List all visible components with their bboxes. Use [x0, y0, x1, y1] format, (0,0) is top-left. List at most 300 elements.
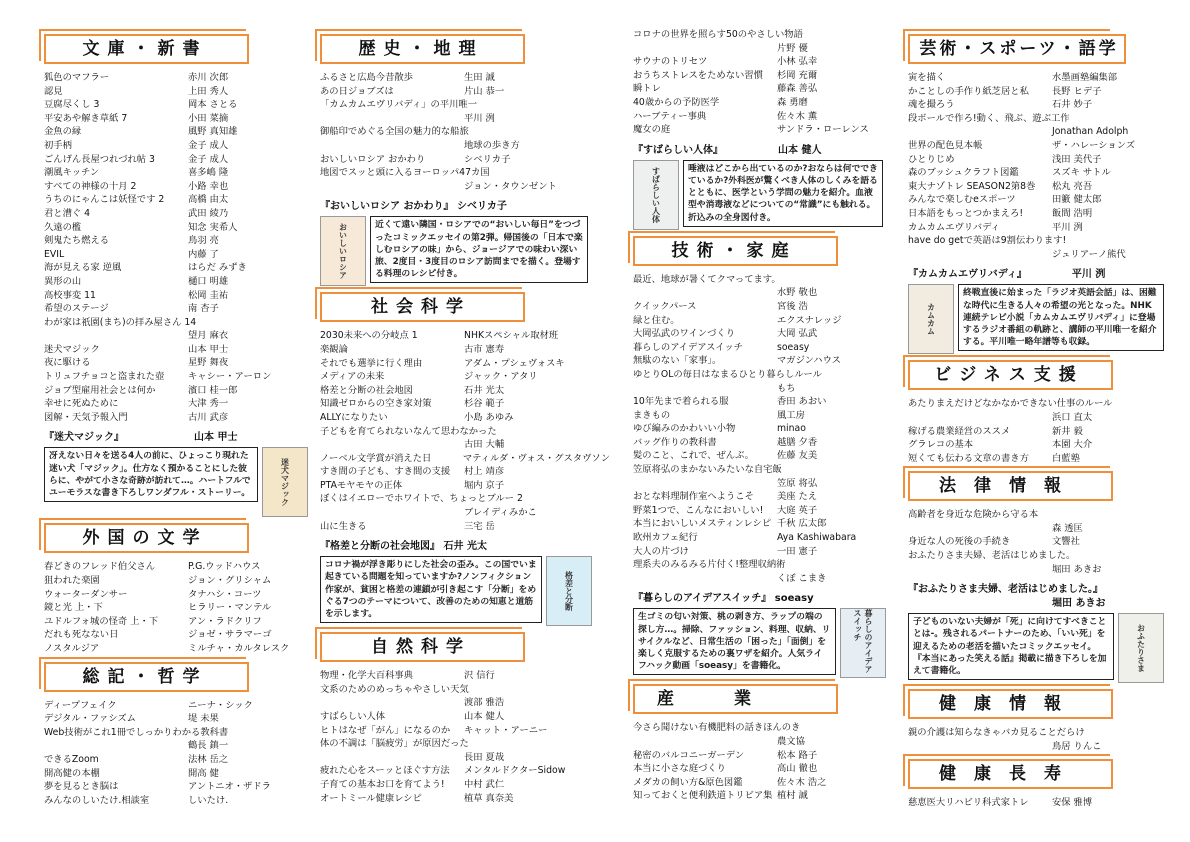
book-author: 樋口 明雄	[188, 275, 229, 287]
book-title: 10年先まで着られる服	[633, 396, 729, 408]
list-item[interactable]	[908, 207, 1170, 221]
list-item[interactable]	[44, 85, 309, 99]
list-item[interactable]	[320, 465, 610, 479]
book-author: 浅田 美代子	[1052, 153, 1102, 165]
book-title: 大岡弘武のワインづくり	[633, 328, 735, 340]
book-author: 杉谷 範子	[464, 398, 505, 410]
list-item[interactable]	[633, 69, 893, 83]
book-title: おとな料理制作室へようこそ	[633, 491, 754, 503]
author: くぼ こまき	[777, 572, 827, 584]
book-title: すばらしい人体	[320, 711, 386, 723]
featured-book[interactable]: 『おいしいロシア おかわり』 シベリカ子 おいしいロシア 近くて遠い隣国・ロシアでの“おいしい毎日”をつづったコミックエッセイの第2弾。帰国後の「日本で楽しむロシアの味」から、ジョージアでの味わい深い旅、2度目・3度目のロシア訪問までを描く。登場する料理のレシピ付き。	[320, 200, 610, 286]
list-item[interactable]: わが家は祇園(まち)の拝み屋さん 14	[44, 316, 197, 328]
list-item[interactable]	[633, 327, 893, 341]
book-cover: カムカム	[908, 284, 954, 354]
section-header-general: 総記・哲学	[44, 658, 309, 694]
book-title: 夜に駆ける	[44, 357, 91, 369]
book-title: おいしいロシア おかわり	[320, 153, 426, 165]
book-author: 堤 未果	[188, 713, 219, 725]
book-author: 三宅 岳	[464, 520, 495, 532]
list-item[interactable]	[44, 767, 309, 781]
author: ブレイディみかこ	[464, 507, 537, 519]
book-author: 植草 真奈美	[464, 792, 514, 804]
book-author: 藤森 善弘	[777, 83, 818, 95]
book-author: ジョゼ・サラマーゴ	[188, 629, 272, 641]
list-item[interactable]	[44, 234, 309, 248]
list-item[interactable]	[44, 166, 309, 180]
author: 笠原 将弘	[777, 477, 818, 489]
book-author: 濱口 桂一郎	[188, 384, 238, 396]
list-item[interactable]	[633, 762, 893, 776]
featured-book[interactable]: 『カムカムエヴリバディ』 平川 洌 カムカム 終戦直後に始まった「ラジオ英語会話」は、困難な時代に生きる人々の希望の光となった。NHK連続テレビ小説「カムカムエヴリバディ」に登場するラジオ番組の軌跡と、講師の平川唯一を紹介する。平川唯一略年譜等も収録。	[908, 268, 1170, 354]
section-header-foreign: 外国の文学	[44, 519, 309, 555]
book-title: 潮風キッチン	[44, 167, 100, 179]
list-item[interactable]	[320, 452, 610, 466]
list-item[interactable]	[633, 490, 893, 504]
book-author: 上田 秀人	[188, 85, 229, 97]
book-title: メディアの未来	[320, 371, 385, 383]
book-author: 中村 武仁	[464, 779, 505, 790]
list-item[interactable]	[44, 560, 309, 574]
book-author: 知念 実希人	[188, 221, 238, 233]
book-list	[320, 764, 610, 805]
list-item[interactable]	[908, 193, 1170, 207]
book-title: ハーブティー事典	[633, 110, 707, 122]
book-author: 白藍塾	[1052, 452, 1080, 464]
book-title: グラレコの基本	[908, 439, 974, 451]
list-item[interactable]	[44, 753, 309, 767]
list-item[interactable]	[908, 438, 1170, 452]
featured-book[interactable]: 『格差と分断の社会地図』 石井 光太 コロナ禍が浮き彫りにした社会の歪み。この国でいま起きている問題を知っていますか?ノンフィクション作家が、貧困と格差の連鎖が引き起こす「分断」をめぐる7つのテーマについて、改善のための知恵と道筋を示します。 格差と分断	[320, 540, 610, 626]
book-description: 子どものいない夫婦が「死」に向けてすべきこととは-。残されるパートナーのため、「いい死」を迎えるための老活を描いたコミックエッセイ。『本当にあった笑える話』掲載に描き下ろしを加えて書籍化。	[908, 613, 1114, 680]
book-title: ディープフェイク	[44, 699, 117, 711]
book-author: 古川 武彦	[188, 411, 229, 423]
book-author: キャット・アーニー	[464, 724, 548, 736]
list-item[interactable]	[633, 341, 893, 355]
list-item[interactable]	[44, 343, 309, 357]
list-item[interactable]	[320, 764, 610, 778]
list-item[interactable]: 体の不調は「脳疲労」が原因だった	[320, 738, 469, 750]
book-title: 魂を撮ろう	[908, 99, 955, 111]
column-1	[44, 28, 309, 807]
list-item[interactable]: 最近、地球が暑くてクマってます。	[633, 273, 781, 285]
list-item[interactable]	[633, 531, 893, 545]
list-item[interactable]	[44, 712, 309, 726]
section-header-law: 法律情報	[908, 467, 1170, 503]
book-title: サウナのトリセツ	[633, 56, 708, 68]
book-list	[633, 490, 893, 558]
list-item[interactable]	[908, 166, 1170, 180]
book-title: 寅を描く	[908, 72, 946, 83]
list-item[interactable]	[44, 699, 309, 713]
list-item[interactable]	[44, 261, 309, 275]
list-item[interactable]	[44, 794, 309, 808]
book-list	[320, 520, 610, 534]
book-title: だれも死なない日	[44, 629, 119, 641]
book-author: 長野 ヒデ子	[1052, 85, 1102, 97]
list-item[interactable]	[633, 300, 893, 314]
book-title: 夢を見るとき脳は	[44, 781, 119, 793]
list-item[interactable]	[908, 98, 1170, 112]
book-title: 2030未来への分岐点 1	[320, 330, 418, 342]
book-list	[633, 300, 893, 368]
list-item[interactable]	[320, 370, 610, 384]
list-item[interactable]	[44, 221, 309, 235]
list-item[interactable]	[320, 384, 610, 398]
section-header-social: 社会科学	[320, 288, 610, 324]
book-author: はらだ みずき	[188, 262, 247, 274]
book-author: 高橋 由太	[188, 194, 229, 206]
list-item[interactable]	[44, 356, 309, 370]
list-item[interactable]	[320, 329, 610, 343]
book-author: 小田 菜摘	[188, 112, 229, 124]
book-author: minao	[777, 423, 806, 435]
list-item[interactable]	[44, 289, 309, 303]
list-item[interactable]: 理系夫のみるみる片付く!整理収納術	[633, 559, 786, 571]
book-author: 杉岡 充爾	[777, 69, 818, 81]
list-item[interactable]: 文系のためのめっちゃやさしい天気	[320, 683, 469, 695]
list-item[interactable]	[908, 535, 1170, 549]
list-item[interactable]	[633, 123, 893, 137]
list-item[interactable]	[633, 409, 893, 423]
book-title: クイックパース	[633, 300, 697, 312]
book-title: 暮らしのアイデアスイッチ	[633, 341, 743, 353]
list-item[interactable]: コロナの世界を照らす50のやさしい物語	[633, 29, 803, 40]
list-item[interactable]: 今さら聞けない有機肥料の話きほんのき	[633, 722, 801, 734]
book-cover: おいしいロシア	[320, 216, 366, 286]
book-author: 開高 健	[188, 767, 219, 779]
book-title: 秘密のバルコニーガーデン	[633, 749, 745, 761]
book-author: 堀内 京子	[464, 479, 505, 491]
book-title: 格差と分断の社会地図	[320, 384, 413, 396]
list-item[interactable]	[44, 601, 309, 615]
list-item[interactable]	[633, 436, 893, 450]
list-item[interactable]	[44, 302, 309, 316]
book-author: 宮後 浩	[777, 300, 808, 312]
list-item[interactable]	[44, 98, 309, 112]
book-cover: すばらしい人体	[633, 160, 679, 230]
book-list	[908, 796, 1170, 810]
list-item[interactable]	[44, 275, 309, 289]
book-author: 大津 秀一	[188, 398, 229, 410]
book-title: みんなで楽しむeスポーツ	[908, 194, 1016, 206]
list-item[interactable]	[44, 112, 309, 126]
book-author: 水墨画塾編集部	[1052, 72, 1118, 83]
book-list	[908, 71, 1170, 112]
list-item[interactable]	[44, 248, 309, 262]
book-title: 疲れた心をスーッとほぐす方法	[320, 765, 450, 777]
book-description: 生ゴミの匂い対策、桃の剥き方、ラップの端の探し方…。掃除、ファッション、料理、収納、リサイクルなど、日常生活の「困った」「面倒」を楽しく克服するための裏ワザを紹介。人気ライフハック動画「soeasy」を書籍化。	[633, 608, 836, 675]
list-item[interactable]	[633, 395, 893, 409]
book-author: 佐々木 浩之	[777, 776, 827, 788]
book-author: 山本 甲士	[188, 343, 229, 355]
book-author: P.G.ウッドハウス	[188, 561, 261, 573]
list-item[interactable]	[44, 139, 309, 153]
list-item[interactable]	[320, 479, 610, 493]
list-item[interactable]: have do getで英語は9割伝わります!	[908, 235, 1067, 247]
author: 渡部 雅浩	[464, 697, 505, 709]
book-title: うちのにゃんこは妖怪です 2	[44, 194, 165, 206]
book-author: 美座 たえ	[777, 491, 818, 503]
book-title: 豆腐尽くし 3	[44, 99, 100, 111]
book-title: 鏡と光 上・下	[44, 602, 103, 614]
list-item[interactable]	[633, 449, 893, 463]
book-author: ヒラリー・マンテル	[188, 602, 272, 614]
featured-book[interactable]: 『迷犬マジック』 山本 甲士 冴えない日々を送る4人の前に、ひょっこり現れた迷い犬「マジック」。仕方なく預かることにした彼らに、やがて小さな奇跡が訪れて…。ハートフルでユーモラスな書き下ろしワンダフル・ストーリー。 迷犬マジック	[44, 431, 309, 517]
book-author: Aya Kashiwabara	[777, 532, 857, 544]
list-item[interactable]	[44, 615, 309, 629]
list-item[interactable]: 高齢者を身近な危険から守る本	[908, 509, 1039, 521]
book-title: デジタル・ファシズム	[44, 713, 136, 725]
list-item[interactable]	[44, 628, 309, 642]
book-list	[633, 55, 893, 137]
book-list	[320, 710, 610, 737]
list-item[interactable]	[320, 343, 610, 357]
book-title: 瞬トレ	[633, 83, 661, 95]
list-item[interactable]	[320, 520, 610, 534]
section-header-health-longevity: 健康長寿	[908, 755, 1170, 791]
book-title: 異形の山	[44, 275, 82, 287]
book-title: 髪のこと、これで、ぜんぶ。	[633, 450, 754, 462]
list-item[interactable]	[44, 574, 309, 588]
book-title: 開高健の本棚	[44, 767, 100, 779]
list-item[interactable]	[320, 397, 610, 411]
list-item[interactable]	[44, 397, 309, 411]
list-item[interactable]: 「カムカムエヴリバディ」の平川唯一	[320, 99, 478, 111]
author: 浜口 直太	[1052, 411, 1093, 423]
featured-book[interactable]: 『すばらしい人体』 山本 健人 すばらしい人体 唾液はどこから出ているのか?おならは何でできているか?外科医が驚くべき人体のしくみを語るとともに、医学という学問の魅力を紹介。血液型や消毒液などについての“常識”にも触れる。折込みの全身図付き。	[633, 144, 893, 230]
list-item[interactable]: 親の介護は知らなきゃバカ見ることだらけ	[908, 727, 1085, 739]
list-item[interactable]	[908, 71, 1170, 85]
list-item[interactable]: Web技術がこれ1冊でしっかりわかる教科書	[44, 726, 229, 738]
book-title: ノーベル文学賞が消えた日	[320, 452, 432, 464]
author: もち	[777, 382, 796, 394]
list-item[interactable]	[320, 85, 610, 99]
list-item[interactable]	[633, 422, 893, 436]
book-title: ゆび編みのかわいい小物	[633, 423, 736, 435]
list-item[interactable]	[908, 425, 1170, 439]
list-item[interactable]	[44, 411, 309, 425]
book-title: 春どきのフレッド伯父さん	[44, 561, 156, 573]
author: 古田 大輔	[464, 439, 505, 451]
list-item[interactable]	[320, 153, 610, 167]
list-item[interactable]	[633, 749, 893, 763]
book-author: シベリカ子	[464, 153, 511, 165]
book-author: ジャック・アタリ	[464, 371, 538, 383]
list-item[interactable]	[44, 642, 309, 656]
list-item[interactable]	[44, 125, 309, 139]
book-author: 金子 成人	[188, 139, 229, 151]
book-author: 植村 誠	[777, 790, 808, 802]
book-author: 文響社	[1052, 536, 1080, 548]
book-author: 石井 妙子	[1052, 99, 1093, 111]
list-item[interactable]	[633, 110, 893, 124]
list-item[interactable]: 段ボールで作ろ!動く、飛ぶ、遊ぶ工作	[908, 112, 1070, 124]
book-author: 松本 路子	[777, 749, 818, 761]
list-item[interactable]	[633, 517, 893, 531]
list-item[interactable]	[44, 780, 309, 794]
book-list	[633, 395, 893, 463]
book-title: 無駄のない「家事」。	[633, 355, 722, 367]
list-item[interactable]: ぼくはイエローでホワイトで、ちょっとブルー 2	[320, 493, 523, 505]
list-item[interactable]: ゆとりOLの毎日はなまるひとり暮らしルール	[633, 368, 822, 380]
book-author: ジョン・グリシャム	[188, 575, 272, 587]
book-author: 小路 幸也	[188, 180, 229, 192]
book-author: ミルチャ・カルタレスク	[188, 643, 290, 654]
book-author: しいたけ.	[188, 794, 229, 806]
list-item[interactable]	[633, 789, 893, 803]
book-author: マガジンハウス	[777, 355, 841, 367]
list-item[interactable]: あたりまえだけどなかなかできない仕事のルール	[908, 398, 1113, 410]
list-item[interactable]	[633, 504, 893, 518]
book-title: カムカムエヴリバディ	[908, 221, 1000, 233]
book-author: 森 勇磨	[777, 96, 808, 108]
list-item[interactable]	[908, 139, 1170, 153]
book-title: 東大ナゾトレ SEASON2第8巻	[908, 180, 1036, 192]
book-author: 内藤 了	[188, 248, 219, 260]
book-author: soeasy	[777, 341, 810, 353]
author: 農文協	[777, 736, 805, 747]
list-item[interactable]: 笠原将弘のまかないみたいな自宅飯	[633, 464, 782, 476]
book-list	[908, 535, 1170, 549]
book-author: マティルダ・ヴォス・グスタヴソン	[462, 452, 610, 464]
section-header-health-info: 健康情報	[908, 685, 1170, 721]
book-title: 知識ゼロからの空き家対策	[320, 398, 432, 410]
book-cover: 暮らしのアイデアスイッチ	[840, 608, 886, 678]
list-item[interactable]	[908, 796, 1170, 810]
book-list	[44, 560, 309, 655]
book-title: 知っておくと便利鉄道トリビア集	[633, 790, 773, 802]
book-title: 金魚の縁	[44, 126, 82, 138]
book-author: 平川 洌	[1052, 221, 1083, 233]
book-author: 村上 靖彦	[464, 466, 505, 478]
list-item[interactable]	[320, 669, 610, 683]
book-author: 佐々木 薫	[777, 110, 818, 122]
list-item[interactable]: 子どもを育てられないなんて思わなかった	[320, 425, 497, 437]
list-item[interactable]	[320, 710, 610, 724]
list-item[interactable]	[908, 85, 1170, 99]
book-title: 短くても伝わる文章の書き方	[908, 452, 1029, 464]
list-item[interactable]	[320, 71, 610, 85]
book-author: 南 杏子	[188, 303, 219, 315]
list-item[interactable]	[908, 452, 1170, 466]
list-item[interactable]: 地図でスッと頭に入るヨーロッパ47カ国	[320, 167, 490, 179]
column-4	[908, 28, 1170, 810]
list-item[interactable]	[633, 314, 893, 328]
book-author: 佐藤 友美	[777, 450, 818, 462]
book-title: すき間の子ども、すき間の支援	[320, 466, 451, 478]
list-item[interactable]	[320, 411, 610, 425]
book-title: 欧州カフェ紀行	[633, 532, 698, 544]
book-author: 沢 信行	[464, 670, 495, 682]
book-title: ひとりじめ	[908, 153, 955, 165]
book-author: 法林 岳之	[188, 753, 229, 765]
book-description: 終戦直後に始まった「ラジオ英語会話」は、困難な時代に生きる人々の希望の光となった。NHK連続テレビ小説「カムカムエヴリバディ」に登場するラジオ番組の軌跡と、講師の平川唯一を紹介する。平川唯一略年譜等も収録。	[958, 284, 1164, 351]
list-item[interactable]	[633, 354, 893, 368]
list-item[interactable]	[908, 221, 1170, 235]
book-title: 君と漕ぐ 4	[44, 207, 91, 219]
book-author: 古市 憲寿	[464, 343, 505, 355]
list-item[interactable]	[320, 778, 610, 792]
list-item[interactable]	[633, 55, 893, 69]
book-list	[320, 452, 610, 493]
column-2	[320, 28, 610, 805]
book-title: ノスタルジア	[44, 643, 100, 654]
book-title: ごんげん長屋つれづれ帖 3	[44, 153, 155, 165]
book-title: PTAモヤモヤの正体	[320, 479, 403, 491]
list-item[interactable]	[633, 545, 893, 559]
featured-book[interactable]: 『おふたりさま夫婦、老活はじめました。』 堀田 あきお 子どものいない夫婦が「死」に向けてすべきこととは-。残されるパートナーのため、「いい死」を迎えるための老活を描いたコミックエッセイ。『本当にあった笑える話』掲載に描き下ろしを加えて書籍化。 おふたりさま	[908, 583, 1170, 683]
book-author: アダム・プシェヴォスキ	[464, 357, 565, 369]
list-item[interactable]	[633, 776, 893, 790]
section-header-science: 自然科学	[320, 628, 610, 664]
book-author: 生田 誠	[464, 72, 495, 83]
book-author: 一田 憲子	[777, 545, 818, 557]
list-item[interactable]	[44, 207, 309, 221]
section-header-business: ビジネス支援	[908, 356, 1170, 392]
book-cover: 迷犬マジック	[262, 447, 308, 517]
book-title: 久遠の檻	[44, 221, 82, 233]
book-title: できるZoom	[44, 753, 99, 765]
book-title: 子育ての基本お口を育てよう!	[320, 779, 445, 790]
book-title: 大人の片づけ	[633, 545, 689, 557]
list-item[interactable]	[908, 153, 1170, 167]
list-item[interactable]	[633, 82, 893, 96]
book-author: アン・ラドクリフ	[188, 615, 262, 627]
list-item[interactable]	[44, 153, 309, 167]
list-item[interactable]	[633, 96, 893, 110]
featured-book[interactable]: 『暮らしのアイデアスイッチ』 soeasy 生ゴミの匂い対策、桃の剥き方、ラップの端の探し方…。掃除、ファッション、料理、収納、リサイクルなど、日常生活の「困った」「面倒」を楽しく克服するための裏ワザを紹介。人気ライフハック動画「soeasy」を書籍化。 暮らしのアイデアスイッチ	[633, 592, 893, 678]
book-cover: おふたりさま	[1118, 613, 1164, 683]
book-author: 小島 あゆみ	[464, 411, 514, 423]
author: 望月 麻衣	[188, 330, 229, 342]
author: 地球の歩き方	[464, 139, 520, 151]
book-author: 鳥羽 亮	[188, 235, 219, 247]
book-list	[44, 343, 309, 425]
list-item[interactable]: 御船印でめぐる全国の魅力的な船旅	[320, 126, 469, 138]
book-author: キャシー・アーロン	[188, 371, 272, 383]
list-item[interactable]	[44, 180, 309, 194]
list-item[interactable]: おふたりさま夫婦、老活はじめました。	[908, 550, 1076, 562]
list-item[interactable]	[320, 792, 610, 806]
list-item[interactable]	[320, 357, 610, 371]
list-item[interactable]	[44, 193, 309, 207]
book-title: 剣鬼たち燃える	[44, 235, 110, 247]
section-header-arts: 芸術・スポーツ・語学	[908, 30, 1170, 66]
book-title: 野菜1つで、こんなにおいしい!	[633, 504, 764, 516]
book-author: 岡本 さとる	[188, 99, 238, 111]
book-author: 飯間 浩明	[1052, 207, 1093, 219]
book-author: ザ・ハレーションズ	[1052, 139, 1136, 151]
book-description: 近くて遠い隣国・ロシアでの“おいしい毎日”をつづったコミックエッセイの第2弾。帰国後の「日本で楽しむロシアの味」から、ジョージアでの味わい深い旅、2度目・3度目のロシア訪問までを描く。登場する料理のレシピ付き。	[370, 216, 588, 283]
book-title: 狙われた楽園	[44, 575, 100, 587]
list-item[interactable]	[44, 588, 309, 602]
list-item[interactable]	[908, 180, 1170, 194]
list-item[interactable]	[44, 370, 309, 384]
list-item[interactable]	[320, 724, 610, 738]
author: 長田 夏哉	[464, 751, 505, 763]
list-item[interactable]	[44, 384, 309, 398]
book-author: 香田 あおい	[777, 396, 827, 408]
book-title: 日本語をもっとつかまえろ!	[908, 207, 1024, 219]
author: ジュリアーノ熊代	[1052, 248, 1126, 260]
book-title: 山に生きる	[320, 520, 367, 532]
section-header-industry: 産業	[633, 680, 893, 716]
list-item[interactable]	[44, 71, 309, 85]
book-author: NHKスペシャル取材班	[464, 330, 559, 342]
book-list	[320, 153, 610, 167]
book-author: 田籔 健太郎	[1052, 194, 1102, 206]
